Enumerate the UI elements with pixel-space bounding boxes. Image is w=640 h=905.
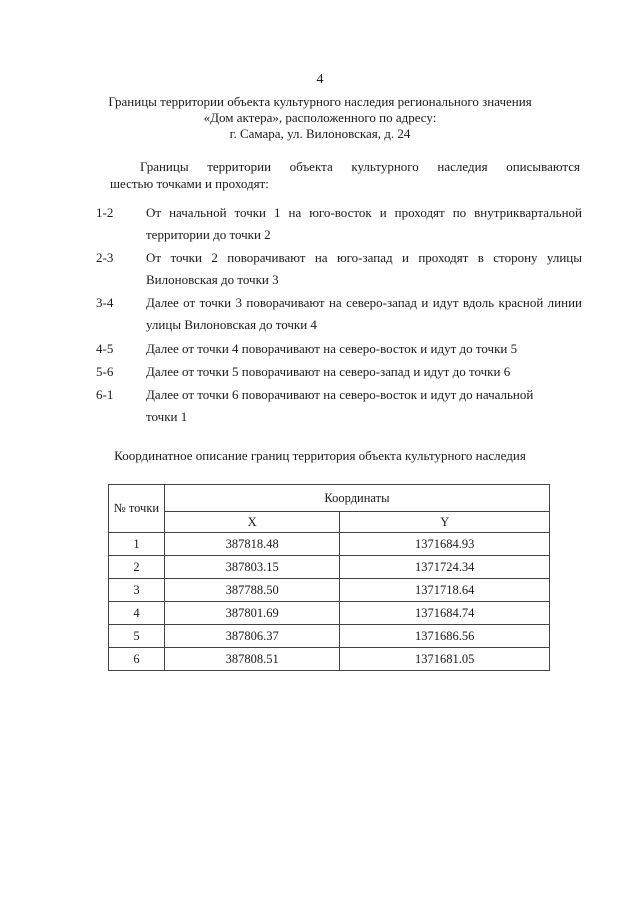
- cell-point: 6: [109, 648, 165, 671]
- segment-line: Вилоновская до точки 3: [146, 272, 279, 287]
- cell-point: 2: [109, 556, 165, 579]
- coordinates-table: [108, 484, 550, 671]
- cell-y: 1371681.05: [340, 648, 550, 671]
- document-title: [0, 94, 640, 142]
- table-header-row: [109, 485, 550, 512]
- table-row: [109, 579, 550, 602]
- cell-x: 387818.48: [164, 533, 340, 556]
- segment-line: точки 1: [146, 409, 188, 424]
- cell-y: 1371684.74: [340, 602, 550, 625]
- cell-x: 387808.51: [164, 648, 340, 671]
- intro-text-1: Границы территории объекта культурного наследия описываются: [140, 159, 580, 174]
- table-row: [109, 556, 550, 579]
- segment-code: 4-5: [96, 341, 114, 356]
- title-line-2: «Дом актера», расположенного по адресу:: [203, 110, 437, 125]
- intro-line-1: [110, 158, 580, 175]
- segment-line: территории до точки 2: [146, 227, 271, 242]
- segment-code: 5-6: [96, 364, 114, 379]
- header-point-number: № точки: [109, 485, 165, 533]
- table-row: [109, 625, 550, 648]
- cell-point: 5: [109, 625, 165, 648]
- segment-description: [146, 384, 582, 428]
- page-number: 4: [316, 72, 324, 87]
- segment-line: От точки 2 поворачивают на юго-запад и проходят в сторону улицы: [146, 250, 582, 265]
- cell-y: 1371718.64: [340, 579, 550, 602]
- segment-line: Далее от точки 4 поворачивают на северо-восток и идут до точки 5: [146, 341, 518, 356]
- segment-line: улицы Вилоновская до точки 4: [146, 317, 317, 332]
- header-coordinates: Координаты: [164, 485, 549, 512]
- segment-code: 3-4: [96, 295, 114, 310]
- table-caption: Координатное описание границ территория объекта культурного наследия: [114, 448, 526, 463]
- segment-description: [146, 292, 582, 336]
- cell-point: 4: [109, 602, 165, 625]
- cell-x: 387806.37: [164, 625, 340, 648]
- header-x: X: [164, 512, 340, 533]
- segment-line: Далее от точки 3 поворачивают на северо-запад и идут вдоль красной линии: [146, 295, 582, 310]
- segment-code: 6-1: [96, 387, 114, 402]
- segment-description: [146, 202, 582, 246]
- cell-y: 1371684.93: [340, 533, 550, 556]
- segment-line: От начальной точки 1 на юго-восток и проходят по внутриквартальной: [146, 205, 582, 220]
- table-subheader-row: [109, 512, 550, 533]
- intro-paragraph: [110, 158, 580, 192]
- intro-line-2: шестью точками и проходят:: [110, 176, 269, 191]
- header-y: Y: [340, 512, 550, 533]
- segment-description: [146, 338, 582, 360]
- title-line-1: Границы территории объекта культурного наследия регионального значения: [108, 94, 532, 109]
- segment-line: Далее от точки 5 поворачивают на северо-запад и идут до точки 6: [146, 364, 511, 379]
- segment-description: [146, 361, 582, 383]
- cell-x: 387803.15: [164, 556, 340, 579]
- cell-y: 1371724.34: [340, 556, 550, 579]
- segment-code: 1-2: [96, 205, 114, 220]
- cell-x: 387801.69: [164, 602, 340, 625]
- title-line-3: г. Самара, ул. Вилоновская, д. 24: [229, 126, 411, 141]
- cell-point: 1: [109, 533, 165, 556]
- segment-code: 2-3: [96, 250, 114, 265]
- table-row: [109, 533, 550, 556]
- cell-y: 1371686.56: [340, 625, 550, 648]
- table-row: [109, 648, 550, 671]
- segment-line: Далее от точки 6 поворачивают на северо-восток и идут до начальной: [146, 387, 534, 402]
- cell-point: 3: [109, 579, 165, 602]
- table-row: [109, 602, 550, 625]
- segment-description: [146, 247, 582, 291]
- cell-x: 387788.50: [164, 579, 340, 602]
